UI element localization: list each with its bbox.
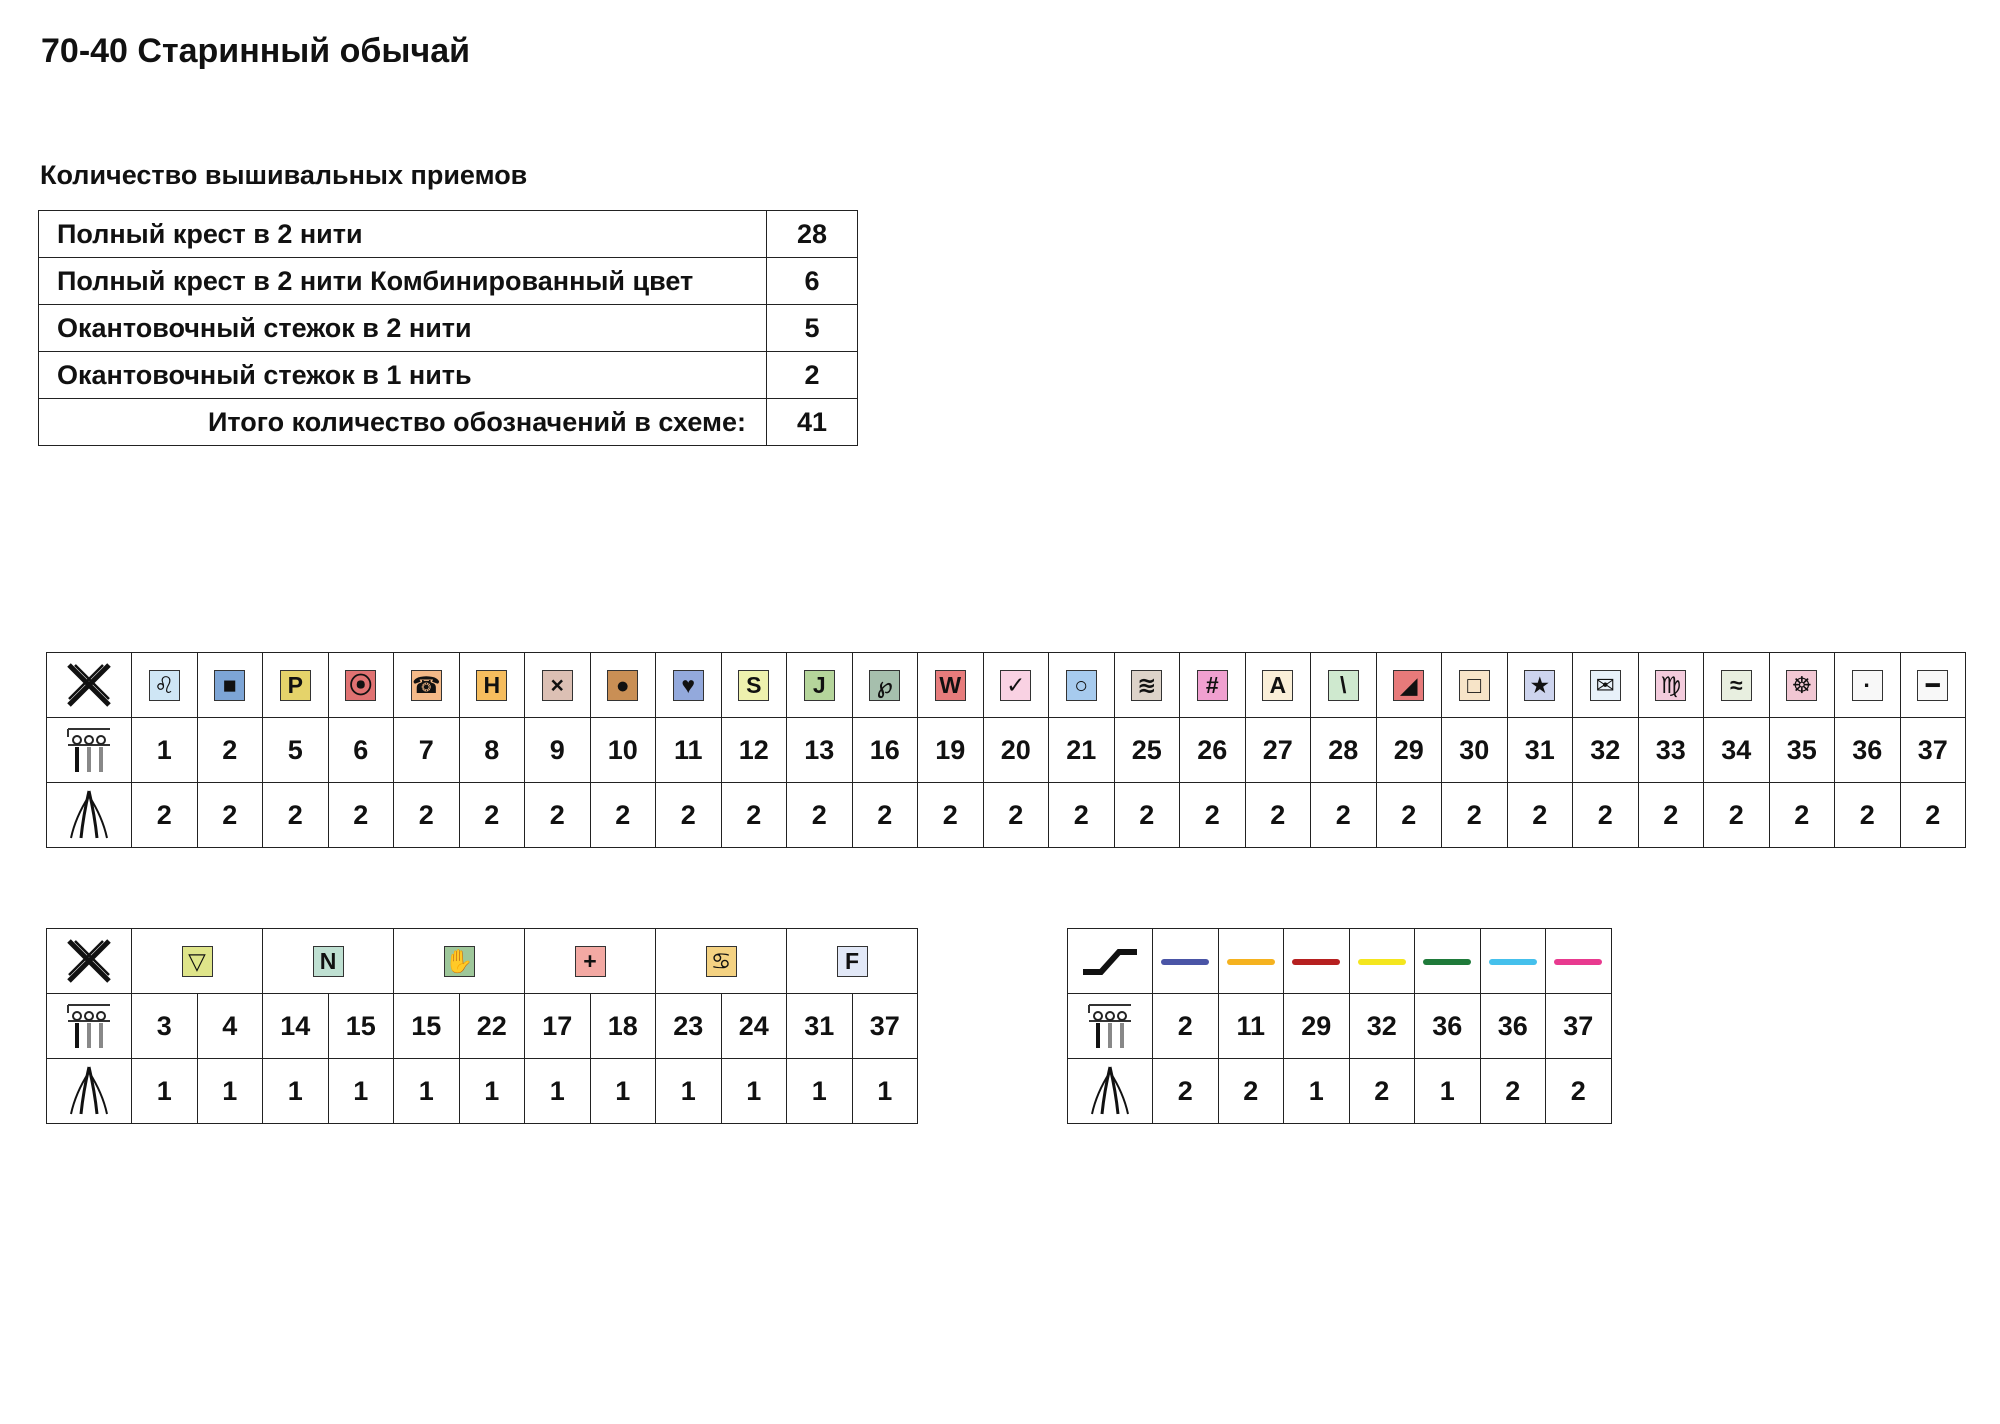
thread-number: 3 [132,994,198,1059]
backstitch-line-swatch [1161,959,1209,965]
thread-number: 32 [1349,994,1415,1059]
symbol-cell [1049,653,1115,718]
symbol-cell [852,653,918,718]
symbol-row [47,929,918,994]
strand-count: 2 [525,783,591,848]
symbol-cell [1900,653,1966,718]
summary-row [39,352,858,399]
thread-number: 13 [787,718,853,783]
thread-number: 30 [1442,718,1508,783]
thread-number: 37 [1546,994,1612,1059]
stitch-symbol: H [476,670,507,701]
stitch-symbol: ⦿ [345,670,376,701]
strand-count: 1 [263,1059,329,1124]
strand-count: 1 [1415,1059,1481,1124]
thread-number: 35 [1769,718,1835,783]
line-color-cell [1349,929,1415,994]
thread-number: 24 [721,994,787,1059]
strand-count: 1 [459,1059,525,1124]
thread-number: 29 [1284,994,1350,1059]
symbol-cell [787,929,918,994]
page-title: 70-40 Старинный обычай [41,32,471,70]
symbol-cell [1507,653,1573,718]
thread-number: 34 [1704,718,1770,783]
summary-row [39,211,858,258]
stitch-symbol: ✉ [1590,670,1621,701]
symbol-cell [590,653,656,718]
thread-number: 2 [197,718,263,783]
symbol-cell [459,653,525,718]
symbol-cell [525,653,591,718]
symbol-cell [1573,653,1639,718]
summary-label: Полный крест в 2 нити [39,211,767,258]
strand-count: 2 [1245,783,1311,848]
strand-count: 2 [1218,1059,1284,1124]
symbol-cell [1835,653,1901,718]
strands-row [47,783,1966,848]
strand-count: 2 [852,783,918,848]
strand-count: 2 [1114,783,1180,848]
strand-count: 2 [918,783,984,848]
strand-count: 2 [197,783,263,848]
thread-number: 26 [1180,718,1246,783]
stitch-symbol: ≋ [1131,670,1162,701]
symbol-cell [983,653,1049,718]
symbol-cell [656,653,722,718]
summary-total-row [39,399,858,446]
stitch-symbol: × [542,670,573,701]
thread-number: 27 [1245,718,1311,783]
thread-number: 15 [394,994,460,1059]
stitch-symbol: \ [1328,670,1359,701]
strand-count: 1 [787,1059,853,1124]
thread-number: 32 [1573,718,1639,783]
stitch-symbol: ☸ [1786,670,1817,701]
backstitch-line-swatch [1358,959,1406,965]
thread-number: 12 [721,718,787,783]
stitch-symbol: W [935,670,966,701]
needle-strands-icon [47,783,132,848]
strand-count: 2 [1638,783,1704,848]
line-color-cell [1415,929,1481,994]
stitch-symbol: ☎ [411,670,442,701]
summary-row [39,258,858,305]
backstitch-line-swatch [1292,959,1340,965]
summary-value: 28 [767,211,858,258]
backstitch-icon [1068,929,1153,994]
strand-count: 2 [1573,783,1639,848]
strand-count: 1 [328,1059,394,1124]
summary-total-label: Итого количество обозначений в схеме: [39,399,767,446]
stitch-symbol: ≈ [1721,670,1752,701]
symbol-cell [1114,653,1180,718]
stitch-symbol: ♍ [1655,670,1686,701]
stitch-symbol: · [1852,670,1883,701]
symbol-row [47,653,1966,718]
thread-number: 14 [263,994,329,1059]
thread-number: 11 [656,718,722,783]
strand-count: 1 [656,1059,722,1124]
backstitch-line-swatch [1489,959,1537,965]
symbol-cell [787,653,853,718]
strand-count: 2 [459,783,525,848]
stitch-symbol: N [313,946,344,977]
strand-count: 1 [525,1059,591,1124]
thread-number: 28 [1311,718,1377,783]
thread-number: 25 [1114,718,1180,783]
line-color-cell [1284,929,1350,994]
strand-count: 2 [1376,783,1442,848]
stitch-symbol: ◢ [1393,670,1424,701]
needle-strands-icon [1068,1059,1153,1124]
strand-count: 1 [1284,1059,1350,1124]
summary-value: 2 [767,352,858,399]
stitch-symbol: ━ [1917,670,1948,701]
strand-count: 1 [197,1059,263,1124]
strand-count: 2 [1311,783,1377,848]
strands-row [1068,1059,1612,1124]
strand-count: 2 [983,783,1049,848]
stitch-symbol: # [1197,670,1228,701]
line-color-cell [1480,929,1546,994]
strand-count: 2 [394,783,460,848]
thread-number: 8 [459,718,525,783]
symbol-cell [721,653,787,718]
line-color-cell [1153,929,1219,994]
thread-row [1068,994,1612,1059]
stitch-symbol: A [1262,670,1293,701]
backstitch-line-swatch [1227,959,1275,965]
stitch-symbol: ○ [1066,670,1097,701]
symbol-cell [263,653,329,718]
strand-count: 2 [1349,1059,1415,1124]
thread-number: 1 [132,718,198,783]
stitch-symbol: P [280,670,311,701]
strand-count: 1 [721,1059,787,1124]
thread-number: 23 [656,994,722,1059]
backstitch-line-swatch [1554,959,1602,965]
symbol-cell [1442,653,1508,718]
thread-number: 16 [852,718,918,783]
symbol-cell [132,929,263,994]
strand-count: 2 [656,783,722,848]
strand-count: 2 [263,783,329,848]
symbol-cell [394,653,460,718]
line-color-row [1068,929,1612,994]
summary-heading: Количество вышивальных приемов [40,160,528,190]
thread-number: 19 [918,718,984,783]
thread-number: 11 [1218,994,1284,1059]
symbol-cell [918,653,984,718]
needle-strands-icon [47,1059,132,1124]
stitch-symbol: ♥ [673,670,704,701]
summary-label: Окантовочный стежок в 2 нити [39,305,767,352]
thread-number: 6 [328,718,394,783]
stitch-symbol: S [738,670,769,701]
symbol-cell [328,653,394,718]
line-color-cell [1546,929,1612,994]
thread-number-icon [1068,994,1153,1059]
symbol-cell [1180,653,1246,718]
stitch-symbol: ℘ [869,670,900,701]
strand-count: 2 [1480,1059,1546,1124]
strand-count: 1 [590,1059,656,1124]
thread-number: 37 [1900,718,1966,783]
strand-count: 2 [1507,783,1573,848]
stitch-symbol: □ [1459,670,1490,701]
thread-number: 36 [1480,994,1546,1059]
summary-value: 5 [767,305,858,352]
thread-row [47,718,1966,783]
strand-count: 2 [1442,783,1508,848]
stitch-symbol: ✓ [1000,670,1031,701]
backstitch-legend-table [1067,928,1612,1124]
strand-count: 1 [852,1059,918,1124]
symbol-cell [1376,653,1442,718]
strand-count: 2 [1704,783,1770,848]
summary-label: Полный крест в 2 нити Комбинированный цвет [39,258,767,305]
symbol-cell [263,929,394,994]
thread-number: 10 [590,718,656,783]
thread-number: 36 [1835,718,1901,783]
stitch-symbol: ■ [214,670,245,701]
symbol-cell [197,653,263,718]
summary-row [39,305,858,352]
thread-number: 7 [394,718,460,783]
cross-stitch-icon [47,653,132,718]
strand-count: 2 [787,783,853,848]
strand-count: 2 [1049,783,1115,848]
thread-row [47,994,918,1059]
strand-count: 2 [590,783,656,848]
thread-number: 4 [197,994,263,1059]
thread-number: 21 [1049,718,1115,783]
symbol-cell [656,929,787,994]
symbol-cell [1245,653,1311,718]
symbol-cell [1769,653,1835,718]
thread-number: 36 [1415,994,1481,1059]
symbol-cell [394,929,525,994]
stitch-symbol: ✋ [444,946,475,977]
strand-count: 2 [328,783,394,848]
summary-value: 6 [767,258,858,305]
thread-number: 18 [590,994,656,1059]
stitch-symbol: J [804,670,835,701]
strand-count: 2 [721,783,787,848]
strand-count: 1 [132,1059,198,1124]
combined-cross-legend-table [46,928,918,1124]
thread-number: 37 [852,994,918,1059]
backstitch-line-swatch [1423,959,1471,965]
strand-count: 2 [1546,1059,1612,1124]
symbol-cell [1704,653,1770,718]
strand-count: 2 [1153,1059,1219,1124]
thread-number: 17 [525,994,591,1059]
strand-count: 2 [1900,783,1966,848]
stitch-symbol: ▽ [182,946,213,977]
full-cross-legend-table [46,652,1966,848]
thread-number: 31 [1507,718,1573,783]
stitch-symbol: ★ [1524,670,1555,701]
thread-number: 9 [525,718,591,783]
symbol-cell [1311,653,1377,718]
thread-number-icon [47,718,132,783]
thread-number: 33 [1638,718,1704,783]
stitch-summary-table [38,210,858,446]
stitch-symbol: ● [607,670,638,701]
thread-number-icon [47,994,132,1059]
thread-number: 31 [787,994,853,1059]
thread-number: 5 [263,718,329,783]
strand-count: 2 [1769,783,1835,848]
thread-number: 20 [983,718,1049,783]
symbol-cell [132,653,198,718]
stitch-symbol: ♌ [149,670,180,701]
stitch-symbol: F [837,946,868,977]
strand-count: 2 [1180,783,1246,848]
strand-count: 2 [132,783,198,848]
strands-row [47,1059,918,1124]
symbol-cell [1638,653,1704,718]
symbol-cell [525,929,656,994]
thread-number: 2 [1153,994,1219,1059]
line-color-cell [1218,929,1284,994]
cross-stitch-icon [47,929,132,994]
strand-count: 2 [1835,783,1901,848]
thread-number: 29 [1376,718,1442,783]
stitch-symbol: ♋ [706,946,737,977]
summary-label: Окантовочный стежок в 1 нить [39,352,767,399]
summary-total-value: 41 [767,399,858,446]
strand-count: 1 [394,1059,460,1124]
stitch-symbol: + [575,946,606,977]
thread-number: 15 [328,994,394,1059]
thread-number: 22 [459,994,525,1059]
